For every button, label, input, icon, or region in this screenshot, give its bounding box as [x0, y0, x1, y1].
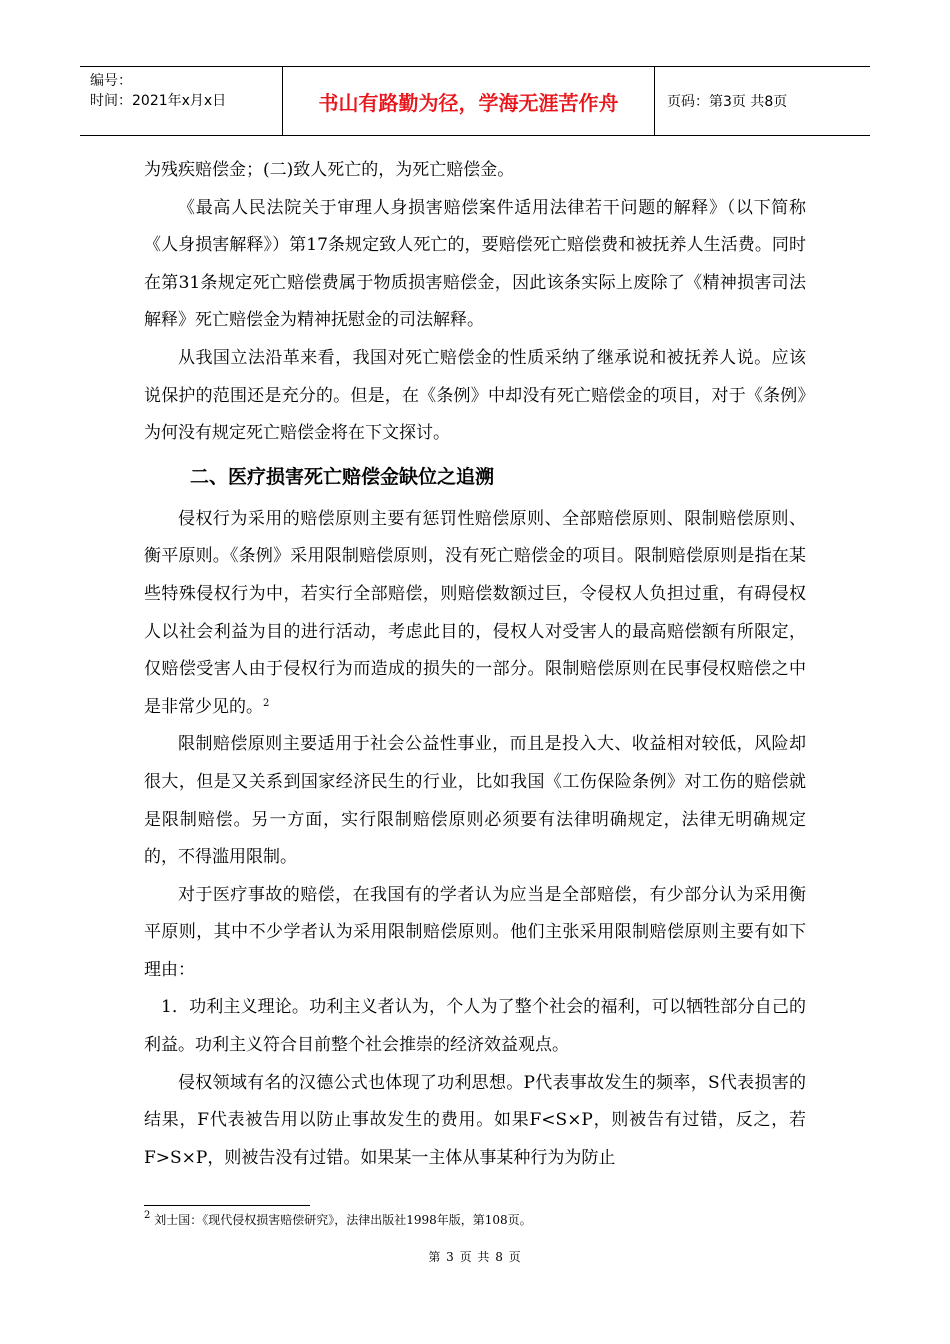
paragraph-3: 从我国立法沿革来看，我国对死亡赔偿金的性质采纳了继承说和被抚养人说。应该说保护的范围还是充分的。但是，在《条例》中却没有死亡赔偿金的项目，对于《条例》为何没有规定死亡赔偿金将在下文探讨。 [144, 347, 806, 444]
paragraph-4 [144, 501, 806, 727]
header-time-label: 时间：2021年x月x日 [90, 93, 227, 109]
section-heading: 二、医疗损害死亡赔偿金缺位之追溯 [190, 465, 495, 488]
paragraph-5: 限制赔偿原则主要适用于社会公益性事业，而且是投入大、收益相对较低，风险却很大，但是又关系到国家经济民生的行业，比如我国《工伤保险条例》对工伤的赔偿就是限制赔偿。另一方面，实行限制赔偿原则必须要有法律明确规定，法律无明确规定的，不得滥用限制。 [144, 734, 806, 868]
footnote-ref: 2 [263, 697, 270, 709]
paragraph-6: 对于医疗事故的赔偿，在我国有的学者认为应当是全部赔偿，有少部分认为采用衡平原则，其中不少学者认为采用限制赔偿原则。他们主张采用限制赔偿原则主要有如下理由： [144, 884, 806, 980]
footnote [144, 1212, 532, 1228]
page-header [80, 66, 870, 136]
header-motto: 书山有路勤为径，学海无涯苦作舟 [282, 67, 655, 135]
paragraph-4-text: 侵权行为采用的赔偿原则主要有惩罚性赔偿原则、全部赔偿原则、限制赔偿原则、衡平原则。《条例》采用限制赔偿原则，没有死亡赔偿金的项目。限制赔偿原则是指在某些特殊侵权行为中，若实行全部赔偿，则赔偿数额过巨，令侵权人负担过重，有碍侵权人以社会利益为目的进行活动，考虑此目的，侵权人对受害人的最高赔偿额有所限定，仅赔偿受害人由于侵权行为而造成的损失的一部分。限制赔偿原则在民事侵权赔偿之中是非常少见的。 [144, 508, 806, 717]
header-number-label: 编号： [90, 73, 132, 89]
header-page-label: 页码：第3页 共8页 [667, 94, 788, 110]
footnote-text: 刘士国：《现代侵权损害赔偿研究》，法律出版社1998年版，第108页。 [154, 1213, 532, 1227]
footnote-divider [144, 1205, 310, 1206]
footnote-number: 2 [144, 1210, 151, 1221]
page-footer: 第 3 页 共 8 页 [428, 1250, 522, 1264]
document-body [144, 152, 806, 1177]
paragraph-8: 侵权领域有名的汉德公式也体现了功利思想。P代表事故发生的频率，S代表损害的结果，F代表被告用以防止事故发生的费用。如果F<S×P，则被告有过错，反之，若F>S×P，则被告没有过错。如果某一主体从事某种行为为防止 [144, 1072, 806, 1168]
paragraph-2: 《最高人民法院关于审理人身损害赔偿案件适用法律若干问题的解释》（以下简称《人身损害解释》）第17条规定致人死亡的，要赔偿死亡赔偿费和被抚养人生活费。同时在第31条规定死亡赔偿费属于物质损害赔偿金，因此该条实际上废除了《精神损害司法解释》死亡赔偿金为精神抚慰金的司法解释。 [144, 197, 806, 331]
header-meta [80, 67, 282, 135]
paragraph-1: 为残疾赔偿金；(二)致人死亡的，为死亡赔偿金。 [144, 160, 515, 180]
paragraph-7: 1．功利主义理论。功利主义者认为，个人为了整个社会的福利，可以牺牲部分自己的利益。功利主义符合目前整个社会推崇的经济效益观点。 [144, 997, 806, 1056]
